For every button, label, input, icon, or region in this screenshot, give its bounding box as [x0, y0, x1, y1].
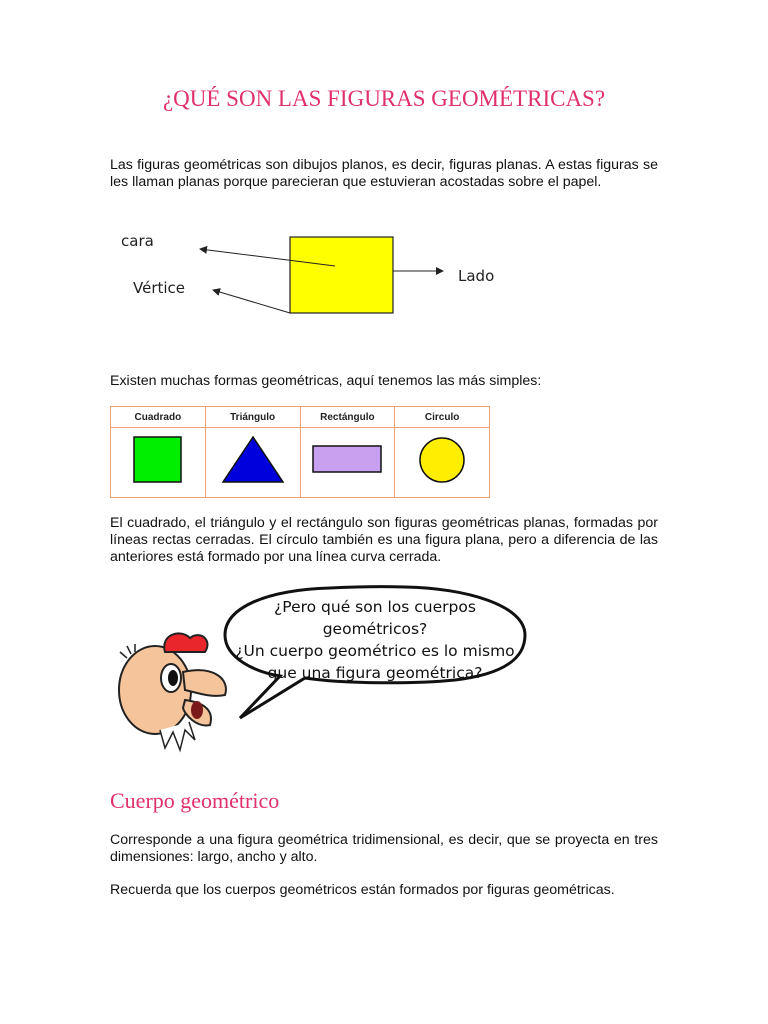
shapes-table: [110, 406, 490, 498]
header-triangle: Triángulo: [205, 407, 300, 428]
cell-square: [111, 428, 206, 498]
cell-circle: [395, 428, 490, 498]
yellow-circle-icon: [412, 432, 472, 488]
yellow-square: [290, 237, 393, 313]
section-paragraph-1: Corresponde a una figura geométrica tridimensional, es decir, que se proyecta en tres dimensiones: largo, ancho y alto.: [110, 832, 658, 865]
section-paragraph-2: Recuerda que los cuerpos geométricos están formados por figuras geométricas.: [110, 882, 615, 898]
diagram-graphics: [0, 0, 768, 340]
blue-triangle-icon: [218, 432, 288, 488]
section-title: Cuerpo geométrico: [110, 788, 280, 813]
purple-rectangle-icon: [307, 432, 387, 488]
header-square: Cuadrado: [111, 407, 206, 428]
intro-paragraph: Las figuras geométricas son dibujos planos, es decir, figuras planas. A estas figuras se les llaman planas porque parecieran que estuvieran acostadas sobre el papel.: [110, 157, 658, 190]
shapes-explanation: El cuadrado, el triángulo y el rectángulo son figuras geométricas planas, formadas por líneas rectas cerradas. El círculo también es una figura plana, pero a diferencia de las anteriores está formado por una línea curva cerrada.: [110, 515, 658, 565]
shapes-intro: Existen muchas formas geométricas, aquí tenemos las más simples:: [110, 373, 542, 389]
bubble-line-1: ¿Pero qué son los cuerpos geométricos?: [274, 598, 476, 638]
arrow-vertex: [213, 290, 290, 313]
cell-triangle: [205, 428, 300, 498]
page-title: ¿QUÉ SON LAS FIGURAS GEOMÉTRICAS?: [162, 86, 606, 111]
label-vertex: Vértice: [133, 279, 186, 297]
bubble-line-2: ¿Un cuerpo geométrico es lo mismo: [235, 642, 515, 660]
header-circle: Circulo: [395, 407, 490, 428]
green-square-icon: [128, 432, 188, 488]
bubble-line-3: que una figura geométrica?: [267, 664, 483, 682]
cell-rectangle: [300, 428, 395, 498]
label-side: Lado: [458, 267, 495, 285]
speech-bubble-text: [222, 596, 528, 684]
label-face: cara: [121, 232, 154, 250]
chicken-character-icon: [119, 633, 226, 750]
header-rectangle: Rectángulo: [300, 407, 395, 428]
